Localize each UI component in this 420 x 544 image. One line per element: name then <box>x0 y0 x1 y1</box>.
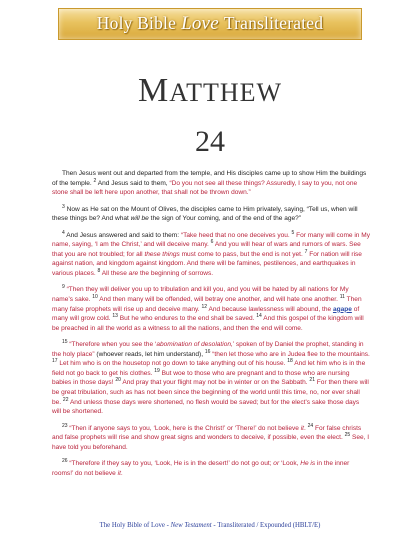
words-of-jesus: . <box>120 469 123 477</box>
verse-number: 20 <box>115 377 121 384</box>
verse-number: 22 <box>62 396 69 403</box>
verse-paragraph <box>52 169 370 198</box>
verse-number: 13 <box>112 312 118 319</box>
page-footer <box>0 522 420 529</box>
words-of-jesus: “Do you not see all these things? Assuredly, I say to you, not one stone shall be left here upon another, that shall not be thrown down.” <box>52 179 358 197</box>
chapter-number: 24 <box>195 125 225 158</box>
words-of-jesus-italic: it <box>117 469 121 477</box>
verse-number: 15 <box>62 338 68 345</box>
footer-title: The Holy Bible of Love - <box>99 522 171 529</box>
narrative-text: Then Jesus went out and departed from the temple, and His disciples came up to show Him the buildings of the temple. <box>52 170 367 187</box>
banner-text <box>97 13 323 35</box>
words-of-jesus: the beginning of sorrows. <box>138 269 214 277</box>
verse-number: 17 <box>52 358 58 365</box>
words-of-jesus: And then many will be offended, will betray one another, and will hate one another. <box>97 295 340 303</box>
words-of-jesus: For nation will rise against nation, and kingdom against kingdom. And there will be famines, pestilences, and earthquakes in various places. <box>52 250 362 277</box>
agape-link[interactable]: agape <box>332 305 352 313</box>
chapter-text <box>52 169 370 485</box>
verse-number: 3 <box>62 203 65 210</box>
words-of-jesus: But woe to those who are pregnant and to those who are nursing babies in those days! <box>52 369 350 387</box>
words-of-jesus: “Take heed that no one deceives you. <box>180 231 292 239</box>
narrative-text: And Jesus answered and said to them: <box>64 231 181 239</box>
words-of-jesus: “Therefore when you see the ‘ <box>67 341 157 349</box>
narrative-text: (whoever reads, let him understand), <box>94 350 205 358</box>
verse-number: 10 <box>92 293 98 300</box>
words-of-jesus: . <box>303 424 308 432</box>
verse-paragraph <box>52 285 370 333</box>
narrative-italic-text: will be <box>130 215 149 223</box>
words-of-jesus-italic: abomination of desolation, <box>156 341 233 349</box>
words-of-jesus: And this gospel of the kingdom will be preached in all the world as a witness to all the nations, and then the end will come. <box>52 315 364 332</box>
verse-number: 2 <box>93 177 97 184</box>
book-title <box>0 72 420 110</box>
words-of-jesus: must come to pass, but the end is not yet. <box>179 250 305 258</box>
banner-love: Love <box>181 13 219 34</box>
verse-number: 24 <box>307 422 314 429</box>
verse-number: 18 <box>287 358 293 365</box>
words-of-jesus: For many will come in My name, saying, ‘I am the Christ,’ and will deceive many. <box>52 231 370 249</box>
words-of-jesus: “Then if anyone says to you, ‘Look, here is the Christ!’ or ‘There!’ do not believe <box>67 424 301 432</box>
words-of-jesus: For then there will be great tribulation, such as has not been since the beginning of the world until this time, no, nor ever shall be. <box>52 379 369 406</box>
words-of-jesus: ’ spoken of by Daniel the prophet, standing in the holy place” <box>52 341 364 358</box>
narrative-text: And Jesus said to them, <box>96 179 170 187</box>
verse-number: 14 <box>256 312 262 319</box>
verse-number: 11 <box>339 293 345 300</box>
verse-number: 4 <box>62 229 65 236</box>
verse-paragraph <box>52 231 370 279</box>
words-of-jesus: And because lawlessness will abound, the <box>207 305 333 313</box>
title-banner <box>58 8 362 40</box>
words-of-jesus: ‘Look, <box>279 460 301 468</box>
verse-paragraph <box>52 459 370 478</box>
verse-number: 23 <box>62 422 68 429</box>
words-of-jesus: See, I have told you beforehand. <box>52 434 370 451</box>
words-of-jesus-italic: are <box>128 269 139 277</box>
words-of-jesus: in the inner rooms!’ do not believe <box>52 460 350 477</box>
verse-number: 25 <box>344 432 351 439</box>
verse-number: 12 <box>201 303 208 310</box>
verse-number: 5 <box>291 229 295 236</box>
words-of-jesus-italic: it <box>300 424 304 432</box>
words-of-jesus-italic: these things <box>144 250 180 258</box>
words-of-jesus: For false christs and false prophets will rise and show great signs and wonders to deceive, if possible, even the elect. <box>52 424 362 442</box>
words-of-jesus: “Then they will deliver you up to tribulation and kill you, and you will be hated by all nations for My name’s sake. <box>52 286 349 303</box>
words-of-jesus: But he who endures to the end shall be saved. <box>117 315 257 323</box>
verse-number: 6 <box>210 238 214 245</box>
book-title-initial: M <box>137 72 170 109</box>
words-of-jesus: And let him who is in the field not go back to get his clothes. <box>52 360 366 377</box>
words-of-jesus: Then many false prophets will rise up and deceive many. <box>52 295 362 313</box>
footer-testament: New Testament <box>170 522 212 529</box>
verse-paragraph <box>52 205 370 224</box>
words-of-jesus-italic: He is <box>300 460 316 468</box>
verse-paragraph <box>52 340 370 417</box>
book-title-rest: ATTHEW <box>169 78 283 107</box>
words-of-jesus: “Therefore if they say to you, ‘Look, He is in the desert!’ do not go out; <box>67 460 274 468</box>
banner-holy-bible: Holy Bible <box>96 13 177 33</box>
narrative-text: Now as He sat on the Mount of Olives, the disciples came to Him privately, saying, “Tell us, when will these things be? And what <box>52 205 358 223</box>
verse-number: 9 <box>62 284 65 291</box>
words-of-jesus: And you will hear of wars and rumors of wars. See that you are not troubled; for all <box>52 241 361 258</box>
verse-number: 19 <box>154 367 160 374</box>
words-of-jesus: All these <box>100 269 129 277</box>
banner-transliterated: Transliterated <box>223 13 324 33</box>
narrative-text: the sign of Your coming, and of the end of the age?” <box>148 215 301 223</box>
words-of-jesus: of many will grow cold. <box>52 305 360 323</box>
words-of-jesus: And pray that your flight may not be in winter or on the Sabbath. <box>120 379 310 387</box>
verse-number: 16 <box>204 348 211 355</box>
words-of-jesus-italic: or <box>273 460 280 468</box>
verse-number: 21 <box>309 377 315 384</box>
verse-number: 8 <box>97 267 101 274</box>
words-of-jesus: “then let those who are in Judea flee to the mountains. <box>210 350 370 358</box>
footer-edition: - Transliterated / Expounded (HBLT/E) <box>211 522 321 529</box>
verse-number: 7 <box>304 248 308 255</box>
words-of-jesus: Let him who is on the housetop not go down to take anything out of his house. <box>57 360 288 368</box>
words-of-jesus: And unless those days were shortened, no flesh would be saved; but for the elect’s sake those days will be shortened. <box>52 398 360 416</box>
verse-paragraph <box>52 424 370 453</box>
verse-number: 26 <box>62 458 68 465</box>
